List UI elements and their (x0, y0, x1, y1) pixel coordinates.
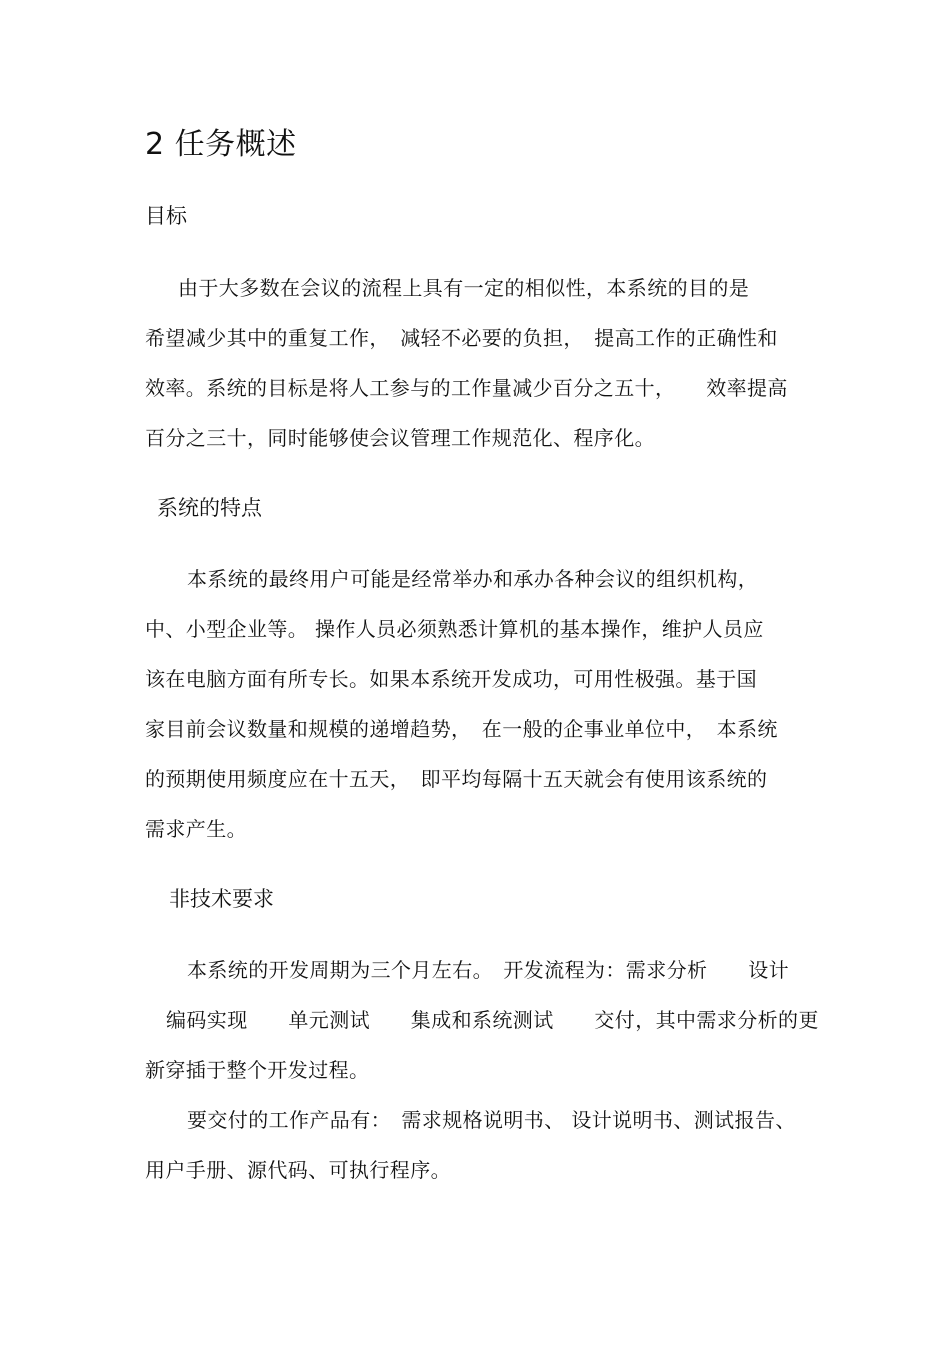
section-heading-goal: 目标 (145, 204, 187, 228)
nontech-paragraph-line: 要交付的工作产品有： 需求规格说明书、 设计说明书、测试报告、 (187, 1108, 796, 1132)
features-paragraph-line: 该在电脑方面有所专长。如果本系统开发成功，可用性极强。基于国 (145, 667, 757, 691)
features-paragraph-line: 家目前会议数量和规模的递增趋势， 在一般的企事业单位中， 本系统 (145, 717, 778, 741)
features-paragraph-line: 中、小型企业等。 操作人员必须熟悉计算机的基本操作，维护人员应 (145, 617, 764, 641)
goal-paragraph-line: 百分之三十，同时能够使会议管理工作规范化、程序化。 (145, 426, 655, 450)
chapter-title: 2 任务概述 (145, 127, 297, 162)
nontech-paragraph-line: 编码实现 单元测试 集成和系统测试 交付，其中需求分析的更 (166, 1008, 819, 1032)
nontech-paragraph-line: 新穿插于整个开发过程。 (145, 1058, 370, 1082)
goal-paragraph-line: 由于大多数在会议的流程上具有一定的相似性，本系统的目的是 (178, 276, 750, 300)
section-heading-features: 系统的特点 (157, 496, 262, 520)
goal-paragraph-line: 效率。系统的目标是将人工参与的工作量减少百分之五十， 效率提高 (145, 376, 788, 400)
nontech-paragraph-line: 本系统的开发周期为三个月左右。 开发流程为：需求分析 设计 (187, 958, 789, 982)
features-paragraph-line: 需求产生。 (145, 817, 247, 841)
section-heading-nontech: 非技术要求 (169, 887, 274, 911)
goal-paragraph-line: 希望减少其中的重复工作， 减轻不必要的负担， 提高工作的正确性和 (145, 326, 778, 350)
nontech-paragraph-line: 用户手册、源代码、可执行程序。 (145, 1158, 451, 1182)
features-paragraph-line: 本系统的最终用户可能是经常举办和承办各种会议的组织机构， (187, 567, 759, 591)
features-paragraph-line: 的预期使用频度应在十五天， 即平均每隔十五天就会有使用该系统的 (145, 767, 768, 791)
